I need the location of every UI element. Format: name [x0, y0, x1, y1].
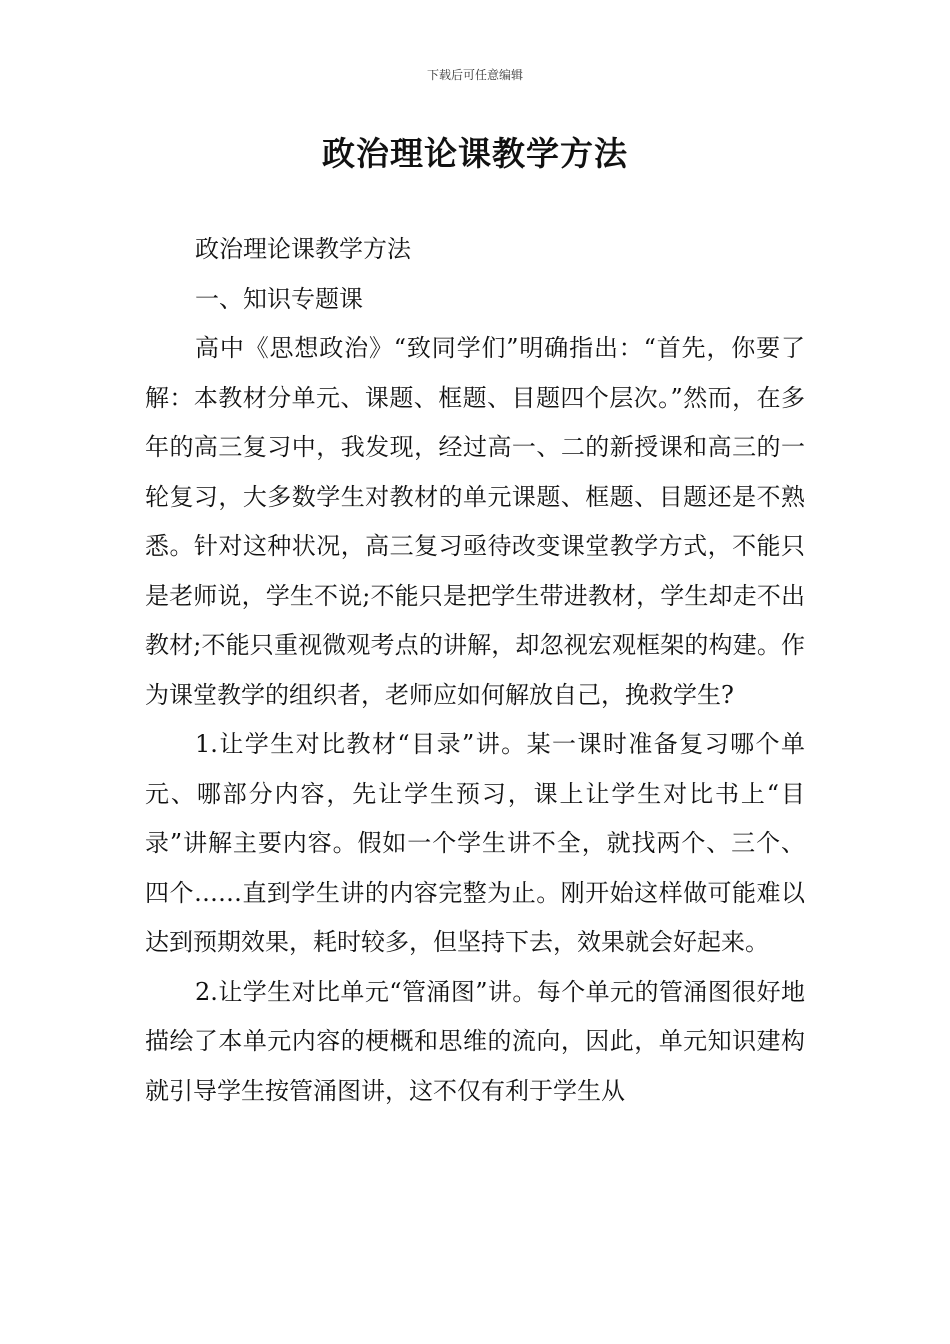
paragraph-intro: 高中《思想政治》“致同学们”明确指出：“首先，你要了解：本教材分单元、课题、框题、目题四个层次。”然而，在多年的高三复习中，我发现，经过高一、二的新授课和高三的一轮复习，大多数学生对教材的单元课题、框题、目题还是不熟悉。针对这种状况，高三复习亟待改变课堂教学方式，不能只是老师说，学生不说;不能只是把学生带进教材，学生却走不出教材;不能只重视微观考点的讲解，却忽视宏观框架的构建。作为课堂教学的组织者，老师应如何解放自己，挽救学生?	[145, 334, 805, 709]
paragraph-method-1: 1.让学生对比教材“目录”讲。某一课时准备复习哪个单元、哪部分内容，先让学生预习，课上让学生对比书上“目录”讲解主要内容。假如一个学生讲不全，就找两个、三个、四个……直到学生讲的内容完整为止。刚开始这样做可能难以达到预期效果，耗时较多，但坚持下去，效果就会好起来。	[145, 730, 805, 956]
paragraph-method-2: 2.让学生对比单元“管涌图”讲。每个单元的管涌图很好地描绘了本单元内容的梗概和思维的流向，因此，单元知识建构就引导学生按管涌图讲，这不仅有利于学生从	[145, 977, 805, 1105]
document-title: 政治理论课教学方法	[322, 134, 628, 173]
document-body	[145, 225, 805, 1116]
paragraph-section-heading: 一、知识专题课	[195, 284, 363, 313]
header-note: 下载后可任意编辑	[426, 68, 523, 82]
paragraph-subtitle: 政治理论课教学方法	[195, 235, 411, 263]
